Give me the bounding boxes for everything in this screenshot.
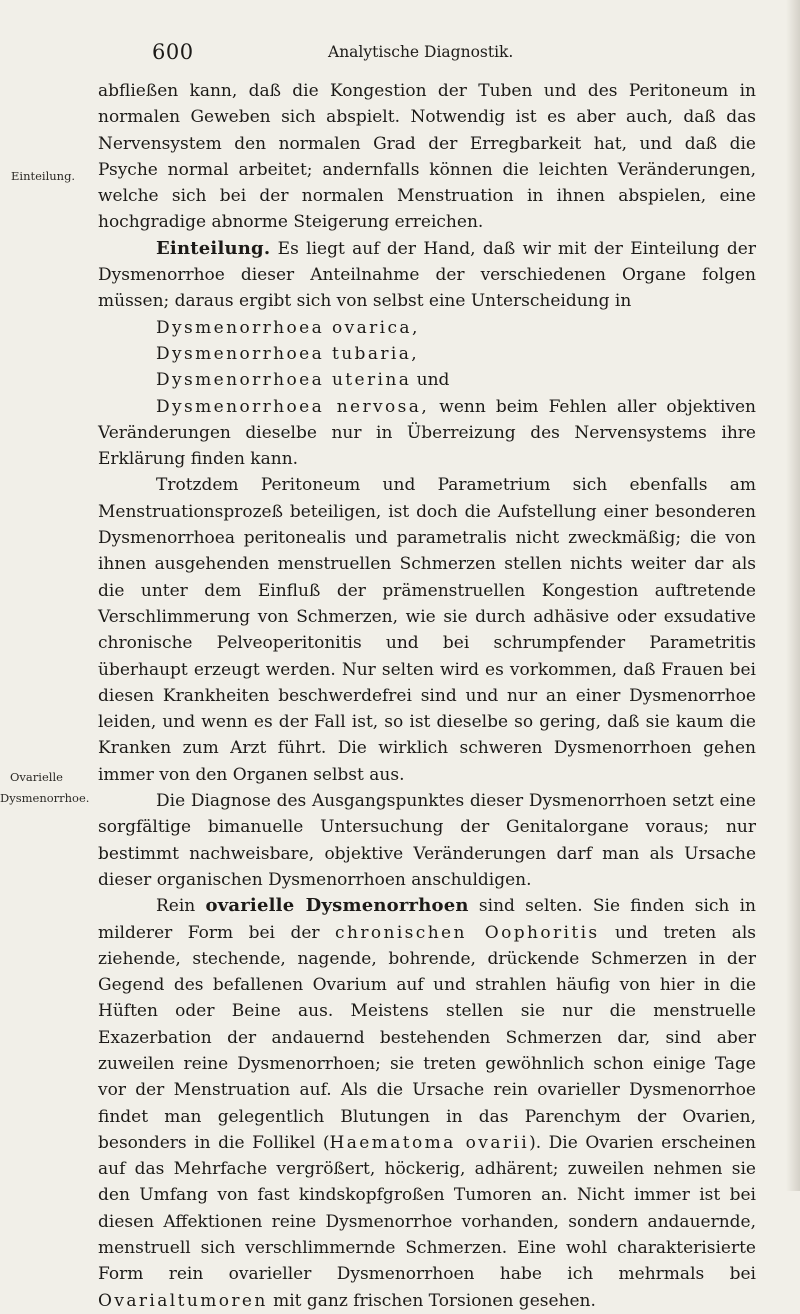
term-ovarica: Dysmenorrhoea ovarica, xyxy=(156,317,420,338)
ovarielle-text-b: und treten als ziehende, stechende, nagende, bohrende, drückende Schmerzen in der Gegend des befallenen Ovarium auf und strahlen häufig von hier in die Hüften oder Beine aus. Meistens stellen sie nur die menstruelle Exazerbation der andauernd bestehenden Schmerzen dar, sind aber zuweilen reine Dysmenorrhoen; sie treten gewöhnlich schon einige Tage vor der Menstruation auf. Als die Ursache rein ovarieller Dysmenorrhoe findet man gelegentlich Blutungen in das Parenchym der Ovarien, besonders in die Follikel ( xyxy=(98,922,756,1153)
body-text xyxy=(98,78,756,1314)
page-number: 600 xyxy=(152,40,194,64)
list-item-tubaria xyxy=(98,341,756,367)
margin-note-dysmenorrhoe: Dysmenorrhoe. xyxy=(0,791,90,805)
heading-ovarielle-dysmenorrhoen: ovarielle Dysmenorrhoen xyxy=(205,895,469,917)
term-haematoma-ovarii: Haematoma ovarii xyxy=(329,1132,530,1153)
term-chronische-oophoritis: chronischen Oophoritis xyxy=(335,922,600,943)
paragraph-peritoneum: Trotzdem Peritoneum und Parametrium sich ebenfalls am Menstruationsprozeß beteiligen, ist doch die Aufstellung einer besonderen Dysmenorrhoea peritonealis und parametralis nicht zweckmäßig; die von ihnen ausgehenden menstruellen Schmerzen stellen nichts weiter dar als die unter dem Einfluß der prämenstruellen Kongestion auftretende Verschlimmerung von Schmerzen, wie sie durch adhäsive oder exsudative chronische Pelveoperitonitis und bei schrumpfender Parametritis überhaupt erzeugt werden. Nur selten wird es vorkommen, daß Frauen bei diesen Krankheiten beschwerdefrei sind und nur an einer Dysmenorrhoe leiden, und wenn es der Fall ist, so ist dieselbe so gering, daß sie kaum die Kranken zum Arzt führt. Die wirklich schweren Dysmenorrhoen gehen immer von den Organen selbst aus. xyxy=(98,475,756,785)
term-ovarialtumoren: Ovarialtumoren xyxy=(98,1290,268,1311)
page-edge-shadow xyxy=(786,0,800,1191)
ovarielle-lead: Rein xyxy=(156,896,206,917)
paragraph-continuation: abfließen kann, daß die Kongestion der Tuben und des Peritoneum in normalen Geweben sich abspielt. Notwendig ist es aber auch, daß das Nervensystem den normalen Grad der Erregbarkeit hat, und daß die Psyche normal arbeitet; andernfalls können die leichten Veränderungen, welche sich bei der normalen Menstruation in ihnen abspielen, eine hochgradige abnorme Steigerung erreichen. xyxy=(98,81,756,233)
term-uterina: Dysmenorrhoea uterina xyxy=(156,370,412,391)
list-item-nervosa-suffix: wenn beim Fehlen aller objektiven Veränderungen dieselbe nur in Überreizung des Nervensystems ihre Erklärung finden kann. xyxy=(98,396,756,470)
ovarielle-text-d: mit ganz frischen Torsionen gesehen. xyxy=(267,1290,596,1311)
heading-einteilung: Einteilung. xyxy=(156,237,271,259)
paragraph-diagnose: Die Diagnose des Ausgangspunktes dieser Dysmenorrhoen setzt eine sorgfältige bimanuelle Untersuchung der Genitalorgane voraus; nur bestimmt nachweisbare, objektive Veränderungen darf man als Ursache dieser organischen Dysmenorrhoen anschuldigen. xyxy=(98,791,756,890)
page-header xyxy=(0,40,800,70)
margin-note-ovarielle: Ovarielle xyxy=(10,770,63,784)
list-item-uterina-suffix: und xyxy=(411,370,450,391)
term-tubaria: Dysmenorrhoea tubaria, xyxy=(156,343,420,364)
ovarielle-text-c: ). Die Ovarien erscheinen auf das Mehrfache vergrößert, höckerig, adhärent; zuweilen nehmen sie den Umfang von fast kindskopfgroßen Tumoren an. Nicht immer ist bei diesen Affektionen reine Dysmenorrhoe vorhanden, sondern andauernde, menstruell sich verschlimmernde Schmerzen. Eine wohl charakterisierte Form rein ovarieller Dysmenorrhoen habe ich mehrmals bei xyxy=(98,1132,756,1285)
paragraph-einteilung-text: Es liegt auf der Hand, daß wir mit der Einteilung der Dysmenorrhoe dieser Anteilnahme der verschiedenen Organe folgen müssen; daraus ergibt sich von selbst eine Unterscheidung in xyxy=(98,238,756,312)
list-item-uterina xyxy=(98,367,756,393)
paragraph-einteilung xyxy=(98,236,756,315)
running-title: Analytische Diagnostik. xyxy=(328,43,514,61)
margin-note-einteilung: Einteilung. xyxy=(11,169,76,183)
list-item-nervosa xyxy=(98,394,756,473)
paragraph-ovarielle xyxy=(98,893,756,1314)
ovarielle-text-a: sind selten. Sie finden sich in milderer Form bei der xyxy=(98,896,756,943)
term-nervosa: Dysmenorrhoea nervosa, xyxy=(156,396,430,417)
list-item-ovarica xyxy=(98,315,756,341)
